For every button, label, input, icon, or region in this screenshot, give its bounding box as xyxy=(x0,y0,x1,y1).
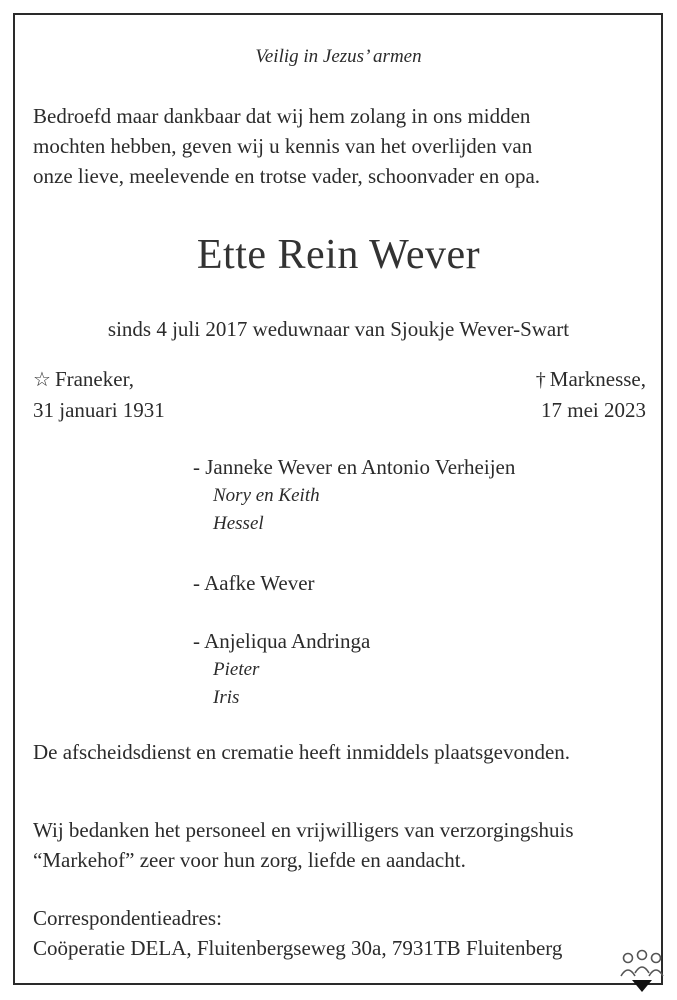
cross-icon: † xyxy=(535,369,546,391)
grandchild: Iris xyxy=(213,687,240,708)
birth-block xyxy=(33,364,165,425)
correspondence-address: Coöperatie DELA, Fluitenbergseweg 30a, 7931TB Fluitenberg xyxy=(33,936,563,960)
death-block xyxy=(536,364,646,425)
thanks-paragraph xyxy=(33,815,574,875)
grandchild: Nory en Keith xyxy=(213,485,320,506)
birth-date: 31 januari 1931 xyxy=(33,398,165,422)
grandchild: Hessel xyxy=(213,513,264,534)
death-date: 17 mei 2023 xyxy=(541,398,646,422)
thanks-line: Wij bedanken het personeel en vrijwilligers van verzorgingshuis xyxy=(33,818,574,842)
star-icon: ☆ xyxy=(33,369,51,391)
birth-place: Franeker, xyxy=(54,367,134,391)
intro-line: onze lieve, meelevende en trotse vader, schoonvader en opa. xyxy=(33,164,541,188)
correspondence-label: Correspondentieadres: xyxy=(33,906,222,930)
intro-line: mochten hebben, geven wij u kennis van het overlijden van xyxy=(33,134,533,158)
family-member: - Janneke Wever en Antonio Verheijen xyxy=(193,455,516,479)
intro-paragraph xyxy=(33,101,540,191)
widower-line: sinds 4 juli 2017 weduwnaar van Sjoukje Wever-Swart xyxy=(107,317,570,341)
deceased-name: Ette Rein Wever xyxy=(196,232,481,278)
grandchild: Pieter xyxy=(213,659,260,680)
service-note: De afscheidsdienst en crematie heeft inmiddels plaatsgevonden. xyxy=(33,740,571,764)
thanks-line: “Markehof” zeer voor hun zorg, liefde en aandacht. xyxy=(33,848,466,872)
family-list xyxy=(193,452,515,712)
correspondence-block xyxy=(33,903,562,963)
family-member: - Aafke Wever xyxy=(193,571,315,595)
family-member: - Anjeliqua Andringa xyxy=(193,629,371,653)
people-logo-icon xyxy=(618,946,666,994)
motto: Veilig in Jezus’ armen xyxy=(255,46,422,67)
intro-line: Bedroefd maar dankbaar dat wij hem zolang in ons midden xyxy=(33,104,531,128)
death-place: Marknesse, xyxy=(549,367,646,391)
